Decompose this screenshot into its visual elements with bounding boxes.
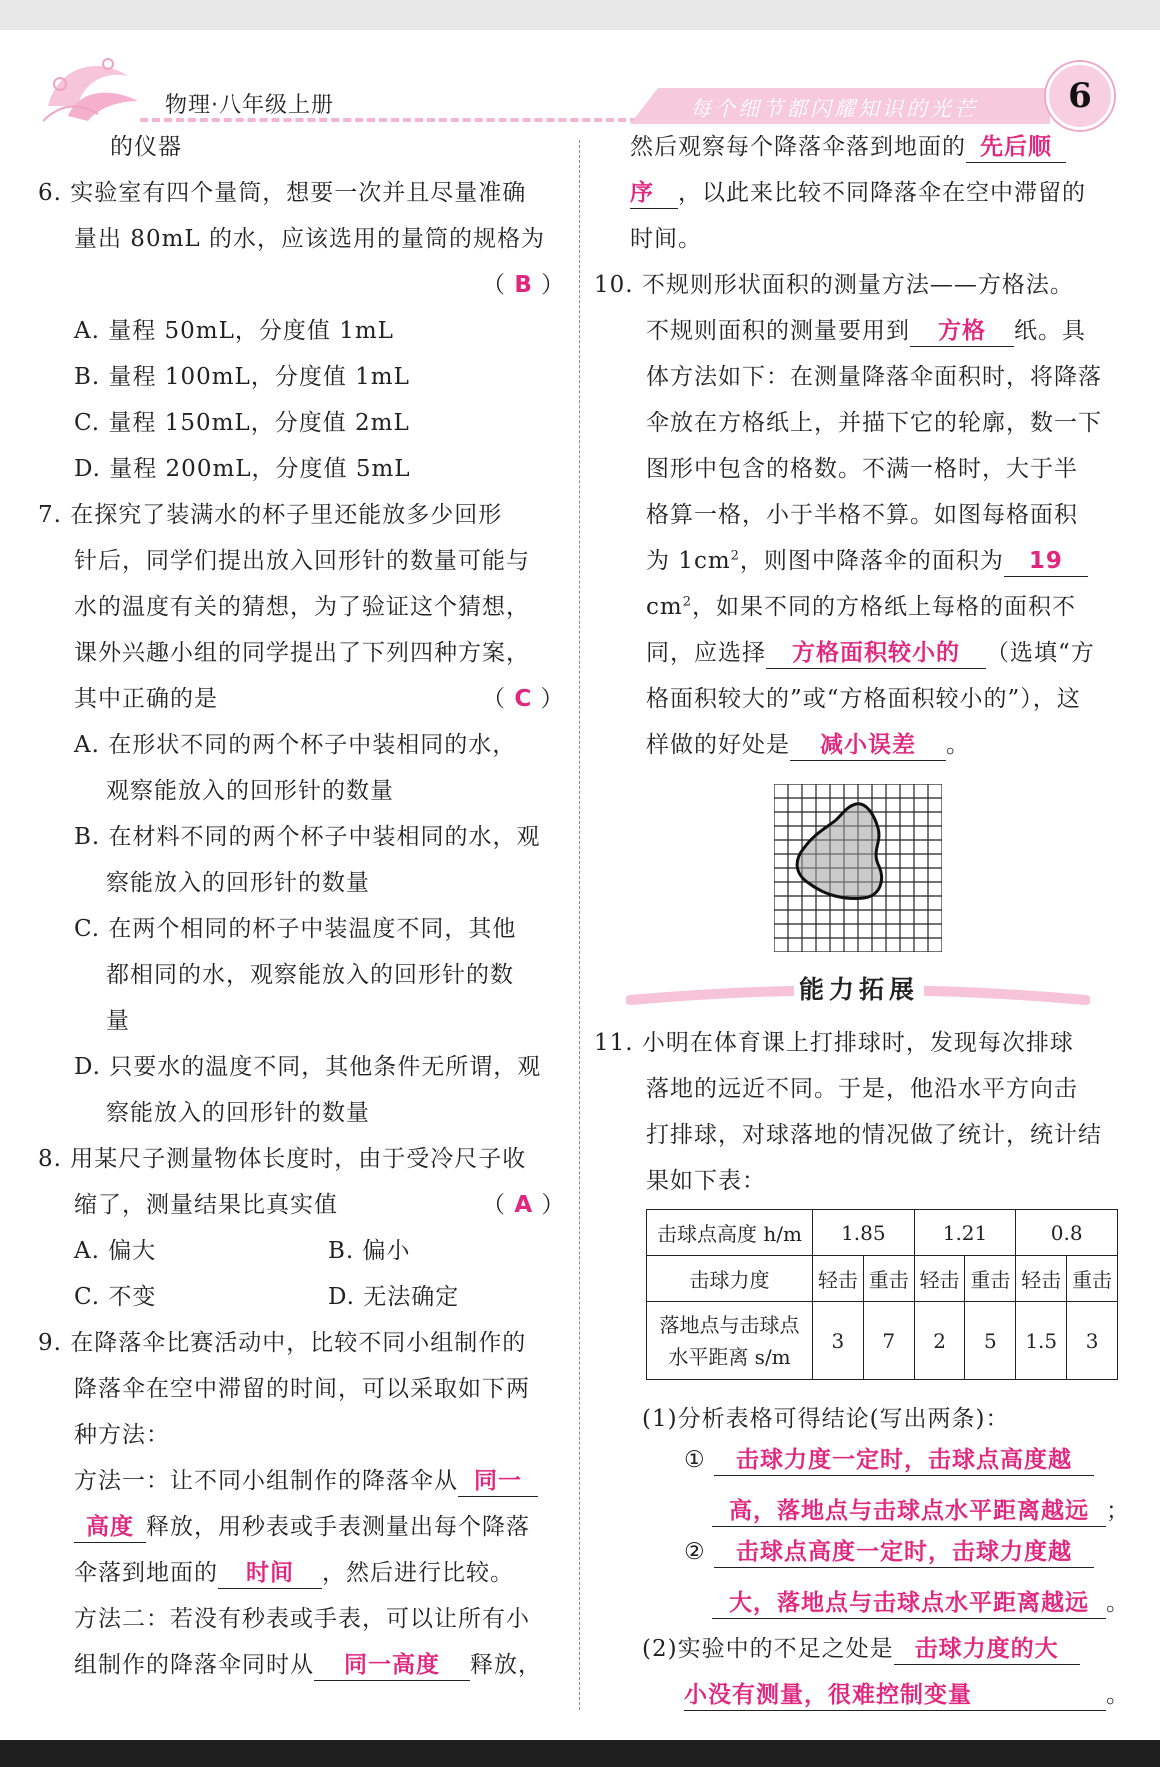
q7-option: 观察能放入的回形针的数量 bbox=[106, 778, 394, 804]
table-cell: 1.21 bbox=[914, 1210, 1016, 1256]
q9-blank-answer: 时间 bbox=[218, 1559, 322, 1589]
table-cell: 0.8 bbox=[1016, 1210, 1118, 1256]
table-cell: 重击 bbox=[965, 1256, 1016, 1302]
table-row bbox=[647, 1256, 1118, 1302]
q11-blank-answer: 击球力度一定时，击球点高度越 bbox=[714, 1446, 1094, 1476]
table-cell: 重击 bbox=[863, 1256, 914, 1302]
q10-line: 伞放在方格纸上，并描下它的轮廓，数一下 bbox=[646, 410, 1102, 436]
q10-line bbox=[646, 542, 1088, 577]
table-cell: 击球力度 bbox=[647, 1256, 813, 1302]
q7-stem: 水的温度有关的猜想，为了验证这个猜想， bbox=[74, 594, 530, 620]
q6-option: C. 量程 150mL，分度值 2mL bbox=[74, 410, 410, 436]
q9-continued: 时间。 bbox=[630, 226, 702, 252]
q10-line: 格面积较大的”或“方格面积较小的”），这 bbox=[646, 686, 1081, 712]
q11-blank-answer: 击球力度的大 bbox=[894, 1635, 1080, 1665]
header-motto: 每个细节都闪耀知识的光芒 bbox=[690, 97, 978, 121]
q7-option: 量 bbox=[106, 1008, 130, 1034]
table-cell: 1.5 bbox=[1016, 1302, 1067, 1380]
table-cell: 重击 bbox=[1067, 1256, 1118, 1302]
q6-answer: （ B ） bbox=[482, 272, 566, 298]
section-title: 能力拓展 bbox=[794, 970, 924, 1006]
q9-blank-answer: 先后顺 bbox=[966, 133, 1066, 163]
text-run: 伞落到地面的 bbox=[74, 1560, 218, 1586]
text-run: (2)实验中的不足之处是 bbox=[642, 1636, 894, 1662]
text-run: 不规则面积的测量要用到 bbox=[646, 318, 910, 344]
q10-line: 格算一格，小于半格不算。如图每格面积 bbox=[646, 502, 1078, 528]
q10-line: 体方法如下：在测量降落伞面积时，将降落 bbox=[646, 364, 1102, 390]
q9-method1 bbox=[74, 1462, 538, 1497]
q10-blank-answer: 方格 bbox=[910, 317, 1014, 347]
table-cell: 轻击 bbox=[1016, 1256, 1067, 1302]
q10-line bbox=[646, 312, 1086, 347]
q7-option: D. 只要水的温度不同，其他条件无所谓，观 bbox=[74, 1054, 542, 1080]
circled-number: ① bbox=[684, 1447, 706, 1473]
table-cell bbox=[647, 1302, 813, 1380]
grid-paper-figure bbox=[774, 784, 942, 952]
table-row bbox=[647, 1210, 1118, 1256]
cell-line: 落地点与击球点 bbox=[659, 1312, 800, 1337]
q7-option: B. 在材料不同的两个杯子中装相同的水，观 bbox=[74, 824, 541, 850]
q9-method1 bbox=[74, 1508, 530, 1543]
text-run: 组制作的降落伞同时从 bbox=[74, 1652, 314, 1678]
q11-part2 bbox=[684, 1676, 1130, 1711]
q11-conclusion-1 bbox=[684, 1446, 1094, 1476]
q11-blank-answer: 大，落地点与击球点水平距离越远 bbox=[712, 1589, 1106, 1619]
q6-option: D. 量程 200mL，分度值 5mL bbox=[74, 456, 411, 482]
q9-continued bbox=[630, 174, 1086, 209]
top-border bbox=[0, 0, 1160, 30]
table-cell: 轻击 bbox=[813, 1256, 864, 1302]
text-run: 为 1cm bbox=[646, 548, 731, 574]
text-run: 。 bbox=[1106, 1590, 1130, 1616]
q9-stem: 9. 在降落伞比赛活动中，比较不同小组制作的 bbox=[38, 1330, 527, 1356]
q10-stem: 10. 不规则形状面积的测量方法——方格法。 bbox=[594, 272, 1074, 298]
q9-blank-answer: 序 bbox=[630, 179, 678, 209]
q11-conclusion-1 bbox=[712, 1492, 1130, 1527]
column-divider bbox=[579, 140, 580, 1710]
book-title: 物理·八年级上册 bbox=[165, 93, 334, 118]
text-run: 释放，用秒表或手表测量出每个降落 bbox=[146, 1514, 530, 1540]
text-run: 然后观察每个降落伞落到地面的 bbox=[630, 134, 966, 160]
q11-blank-answer: 击球点高度一定时，击球力度越 bbox=[714, 1538, 1094, 1568]
q11-part2 bbox=[642, 1630, 1080, 1665]
text-run: ，如果不同的方格纸上每格的面积不 bbox=[691, 594, 1076, 620]
table-cell: 7 bbox=[863, 1302, 914, 1380]
q10-line bbox=[646, 726, 970, 761]
q7-option: 察能放入的回形针的数量 bbox=[106, 1100, 370, 1126]
q7-stem: 7. 在探究了装满水的杯子里还能放多少回形 bbox=[38, 502, 503, 528]
text-run: （选填“方 bbox=[986, 640, 1095, 666]
header-dashed-rule bbox=[140, 118, 650, 122]
q9-method2 bbox=[74, 1646, 542, 1681]
table-cell: 3 bbox=[1067, 1302, 1118, 1380]
q11-part1: (1)分析表格可得结论(写出两条)： bbox=[642, 1406, 1010, 1432]
table-cell: 3 bbox=[813, 1302, 864, 1380]
q10-blank-answer: 19 bbox=[1004, 547, 1088, 577]
text-run: ； bbox=[1106, 1498, 1130, 1524]
circled-number: ② bbox=[684, 1539, 706, 1565]
q9-blank-answer: 同一 bbox=[458, 1467, 538, 1497]
q9-continued bbox=[630, 128, 1066, 163]
q10-line: 图形中包含的格数。不满一格时，大于半 bbox=[646, 456, 1078, 482]
q7-option: C. 在两个相同的杯子中装温度不同，其他 bbox=[74, 916, 517, 942]
q11-stem: 落地的远近不同。于是，他沿水平方向击 bbox=[646, 1076, 1078, 1102]
q10-line bbox=[646, 588, 1076, 621]
text-run: 方法一：让不同小组制作的降落伞从 bbox=[74, 1468, 458, 1494]
data-table bbox=[646, 1209, 1118, 1380]
q7-stem: 课外兴趣小组的同学提出了下列四种方案， bbox=[74, 640, 530, 666]
table-cell: 2 bbox=[914, 1302, 965, 1380]
q9-stem: 种方法： bbox=[74, 1422, 170, 1448]
q9-blank-answer: 高度 bbox=[74, 1513, 146, 1543]
text-run: 纸。具 bbox=[1014, 318, 1086, 344]
text-run: 同，应选择 bbox=[646, 640, 766, 666]
q8-stem: 缩了，测量结果比真实值 bbox=[74, 1192, 338, 1218]
q7-answer: （ C ） bbox=[482, 686, 565, 712]
text-run: ，以此来比较不同降落伞在空中滞留的 bbox=[678, 180, 1086, 206]
q6-option: A. 量程 50mL，分度值 1mL bbox=[74, 318, 394, 344]
q8-option: A. 偏大 bbox=[74, 1238, 157, 1264]
q6-answer-value: B bbox=[514, 272, 533, 298]
q7-option: 察能放入的回形针的数量 bbox=[106, 870, 370, 896]
q9-blank-answer: 同一高度 bbox=[314, 1651, 470, 1681]
q6-stem: 6. 实验室有四个量筒，想要一次并且尽量准确 bbox=[38, 180, 527, 206]
bottom-border bbox=[0, 1740, 1160, 1767]
floral-ornament-icon bbox=[38, 46, 148, 126]
q11-conclusion-2 bbox=[712, 1584, 1130, 1619]
q10-blank-answer: 减小误差 bbox=[790, 731, 946, 761]
q11-conclusion-2 bbox=[684, 1538, 1094, 1568]
q11-blank-answer: 高，落地点与击球点水平距离越远 bbox=[712, 1497, 1106, 1527]
q7-option: A. 在形状不同的两个杯子中装相同的水， bbox=[74, 732, 517, 758]
q8-stem: 8. 用某尺子测量物体长度时，由于受冷尺子收 bbox=[38, 1146, 527, 1172]
q6-stem: 量出 80mL 的水，应该选用的量筒的规格为 bbox=[74, 226, 545, 252]
q11-blank-answer: 小没有测量，很难控制变量 bbox=[684, 1681, 1106, 1711]
cell-line: 水平距离 s/m bbox=[668, 1344, 791, 1369]
q8-option: C. 不变 bbox=[74, 1284, 157, 1310]
text-run: 样做的好处是 bbox=[646, 732, 790, 758]
q9-method2: 方法二：若没有秒表或手表，可以让所有小 bbox=[74, 1606, 530, 1632]
q8-option: D. 无法确定 bbox=[328, 1284, 460, 1310]
text-run: 。 bbox=[1106, 1682, 1130, 1708]
q7-option: 都相同的水，观察能放入的回形针的数 bbox=[106, 962, 514, 988]
q7-stem: 针后，同学们提出放入回形针的数量可能与 bbox=[74, 548, 530, 574]
table-cell: 5 bbox=[965, 1302, 1016, 1380]
parachute-outline bbox=[797, 804, 881, 899]
superscript: 2 bbox=[730, 548, 740, 564]
text-run: 。 bbox=[946, 732, 970, 758]
table-row bbox=[647, 1302, 1118, 1380]
q10-blank-answer: 方格面积较小的 bbox=[766, 639, 986, 669]
q11-stem: 打排球，对球落地的情况做了统计，统计结 bbox=[646, 1122, 1102, 1148]
table-cell: 1.85 bbox=[813, 1210, 915, 1256]
q9-method1 bbox=[74, 1554, 514, 1589]
table-cell: 轻击 bbox=[914, 1256, 965, 1302]
superscript: 2 bbox=[682, 594, 692, 610]
q11-stem: 11. 小明在体育课上打排球时，发现每次排球 bbox=[594, 1030, 1074, 1056]
q9-stem: 降落伞在空中滞留的时间，可以采取如下两 bbox=[74, 1376, 530, 1402]
q7-answer-value: C bbox=[514, 686, 533, 712]
q8-answer: （ A ） bbox=[482, 1192, 566, 1218]
q8-answer-value: A bbox=[514, 1192, 534, 1218]
q10-line bbox=[646, 634, 1095, 669]
q6-option: B. 量程 100mL，分度值 1mL bbox=[74, 364, 410, 390]
text-line: 的仪器 bbox=[110, 134, 182, 160]
text-run: ，然后进行比较。 bbox=[322, 1560, 514, 1586]
text-run: 释放， bbox=[470, 1652, 542, 1678]
q7-stem: 其中正确的是 bbox=[74, 686, 218, 712]
q8-option: B. 偏小 bbox=[328, 1238, 411, 1264]
q11-stem: 果如下表： bbox=[646, 1168, 766, 1194]
text-run: cm bbox=[646, 594, 683, 620]
text-run: ，则图中降落伞的面积为 bbox=[739, 548, 1004, 574]
table-cell: 击球点高度 h/m bbox=[647, 1210, 813, 1256]
page-number: 6 bbox=[1046, 62, 1114, 130]
